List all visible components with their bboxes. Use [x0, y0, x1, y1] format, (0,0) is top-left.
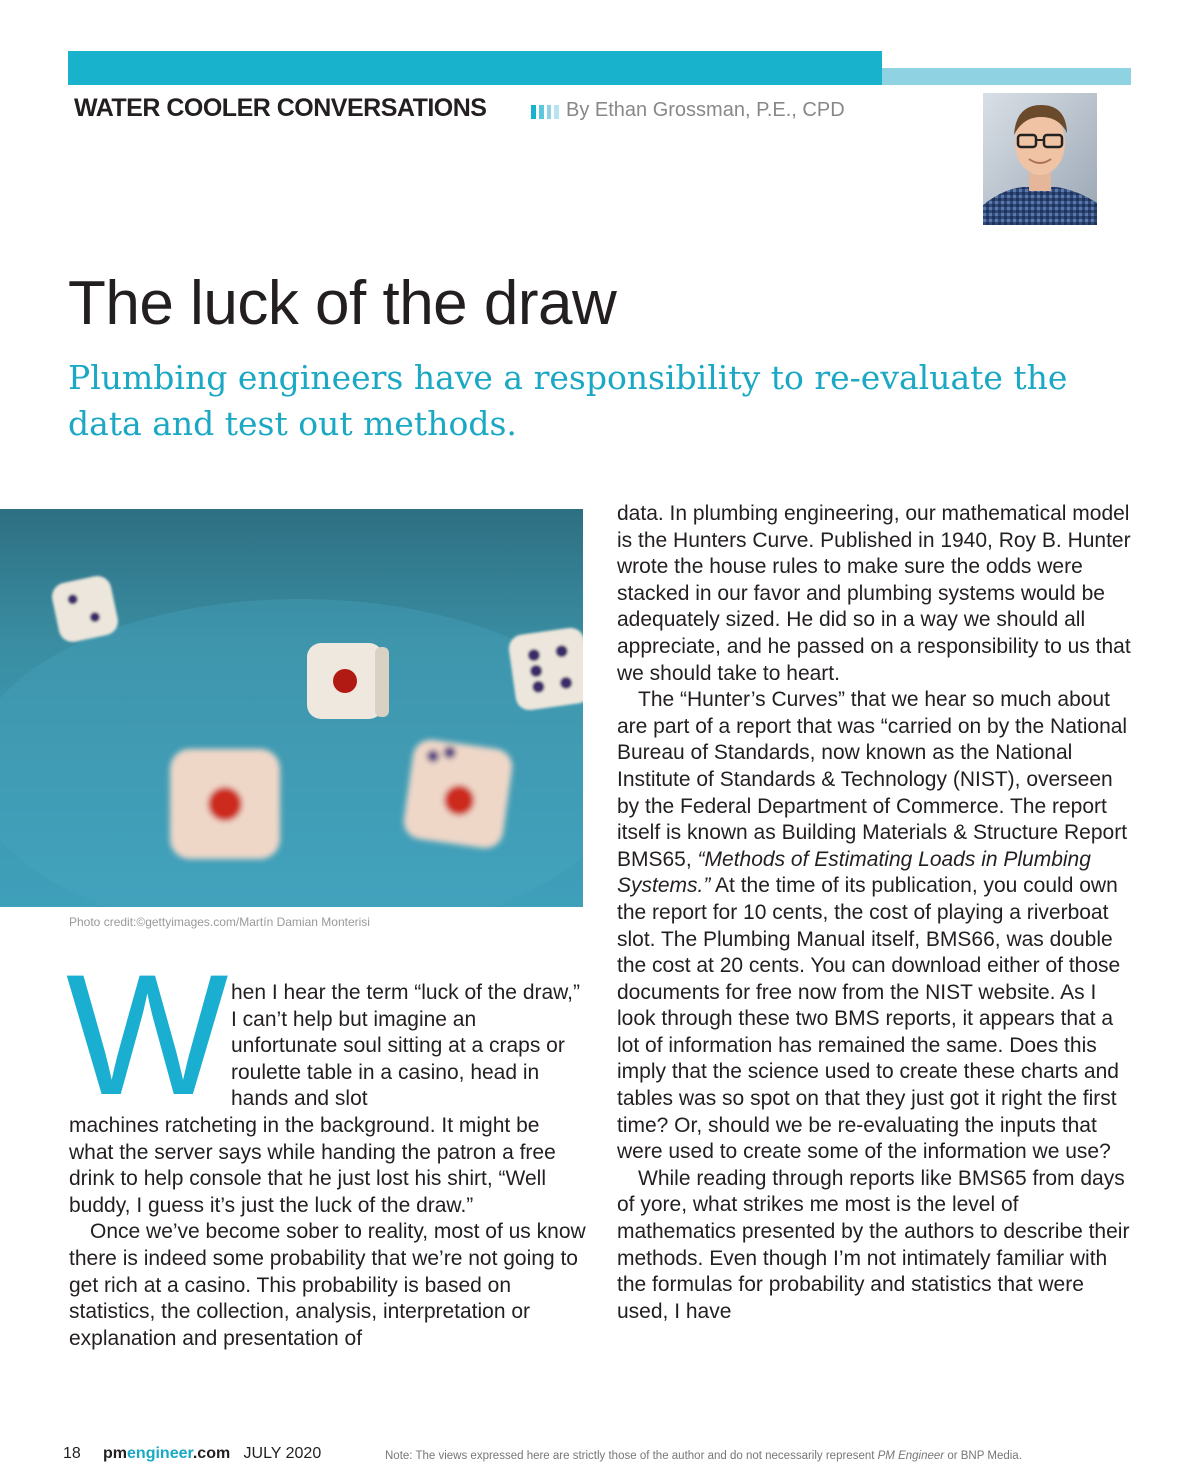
page-footer [63, 1445, 321, 1463]
body-col1 [69, 1113, 589, 1352]
brand-engineer: engineer [127, 1445, 193, 1462]
body-paragraph: data. In plumbing engineering, our mathematical model is the Hunters Curve. Published in 1940, Roy B. Hunter wrote the house rules to make sure the odds were stacked in our favor and plumbing systems would be adequately sized. He did so in a way we should all appreciate, and he passed on a responsibility to us that we should take to heart. [617, 502, 1131, 685]
body-paragraph: While reading through reports like BMS65 from days of yore, what strikes me most is the level of mathematics presented by the authors to describe their methods. Even though I’m not intimately familiar with the formulas for probability and statistics that were used, I have [617, 1166, 1130, 1323]
note-publication: PM Engineer [877, 1450, 945, 1462]
article-subtitle: Plumbing engineers have a responsibility to re-evaluate the data and test out methods. [68, 358, 1068, 443]
dice-hero-image [0, 509, 583, 907]
note-text: or BNP Media. [944, 1450, 1022, 1462]
note-text: Note: The views expressed here are strictly those of the author and do not necessarily represent [385, 1450, 878, 1462]
byline: By Ethan Grossman, P.E., CPD [566, 99, 845, 121]
drop-cap: W [66, 939, 229, 1131]
page-number: 18 [63, 1445, 81, 1462]
brand-pm: pm [103, 1445, 128, 1462]
brand-com: .com [192, 1445, 231, 1462]
section-bars-icon [531, 105, 559, 119]
body-text-run: At the time of its publication, you could own the report for 10 cents, the cost of playing a riverboat slot. The Plumbing Manual itself, BMS66, was double the cost at 20 cents. You can download either of those documents for free now from the NIST website. As I look through these two BMS reports, it appears that a lot of information has remained the same. Does this imply that the science used to create these charts and tables was so spot on that they just got it right the first time? Or, should we be re-evaluating the inputs that were used to create some of the information we use? [617, 874, 1121, 1164]
body-paragraph: hen I hear the term “luck of the draw,” I can’t help but imagine an unfortunate soul sitting at a craps or roulette table in a casino, head in hands and slot [231, 981, 581, 1111]
disclaimer-note [385, 1450, 1022, 1462]
report-title: “Methods of Estimating Loads in Plumbing Systems.” [617, 847, 1091, 898]
body-paragraph: Once we’ve become sober to reality, most of us know there is indeed some probability that we’re not going to get rich at a casino. This probability is based on statistics, the collection, analysis, interpretation or explanation and presentation of [69, 1220, 586, 1350]
issue-date: JULY 2020 [243, 1445, 322, 1462]
photo-credit: Photo credit:©gettyimages.com/Martín Damian Monterisi [69, 915, 370, 929]
article-title: The luck of the draw [68, 269, 617, 338]
body-col1-lead [231, 980, 581, 1113]
author-photo [983, 93, 1097, 225]
header-accent-bar-light [882, 68, 1131, 85]
body-col2 [617, 501, 1137, 1325]
body-text-run: The “Hunter’s Curves” that we hear so much about are part of a report that was “carried on by the National Bureau of Standards, now known as the National Institute of Standards & Technology (NIST), overseen by the Federal Department of Commerce. The report itself is known as Building Materials & Structure Report BMS65, [617, 688, 1128, 871]
body-paragraph [617, 687, 1137, 1166]
section-label: WATER COOLER CONVERSATIONS [74, 94, 487, 122]
header-accent-bar [68, 51, 882, 85]
body-paragraph: machines ratcheting in the background. It might be what the server says while handing the patron a free drink to help console that he just lost his shirt, “Well buddy, I guess it’s just the luck of the draw.” [69, 1114, 556, 1217]
